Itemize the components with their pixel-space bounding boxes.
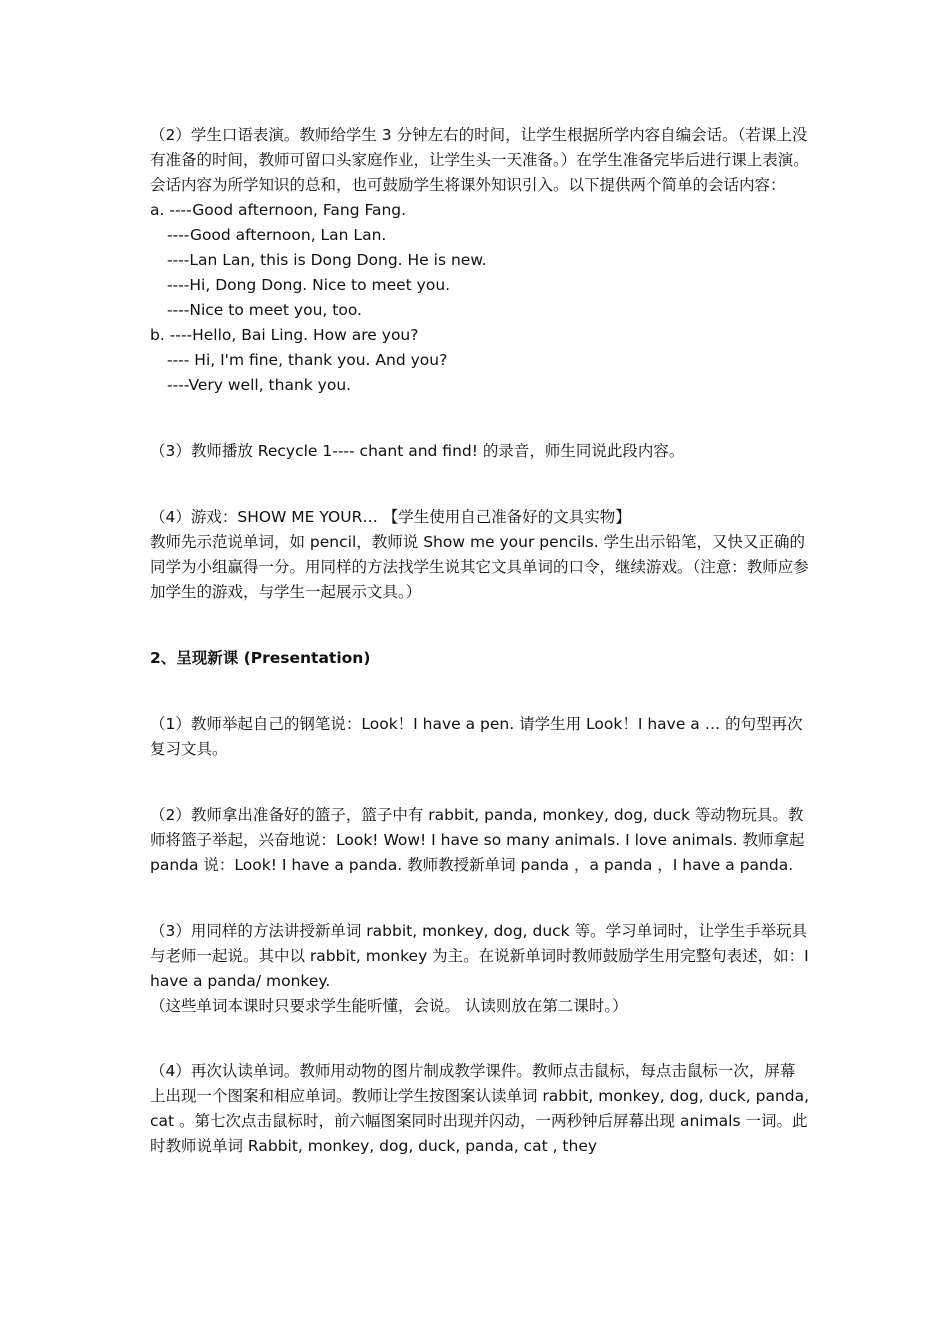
dialog-a-line-2: ----Good afternoon, Lan Lan. xyxy=(167,226,387,244)
document-body xyxy=(150,123,814,1159)
dialog-b-line-2: ---- Hi, I'm fine, thank you. And you? xyxy=(167,351,448,369)
dialog-a-line-1: a. ----Good afternoon, Fang Fang. xyxy=(150,201,407,219)
dialog-b-line-1: b. ----Hello, Bai Ling. How are you? xyxy=(150,326,419,344)
presentation-heading: 2、呈现新课 (Presentation) xyxy=(150,649,371,667)
game-paragraph: 教师先示范说单词，如 pencil，教师说 Show me your pencils. 学生出示铅笔，又快又正确的同学为小组赢得一分。用同样的方法找学生说其它文具单词的口令，继续游戏。（注意：教师应参加学生的游戏，与学生一起展示文具。） xyxy=(150,533,809,601)
recycle-paragraph: （3）教师播放 Recycle 1---- chant and find! 的录音，师生同说此段内容。 xyxy=(150,442,685,460)
dialog-b-line-3: ----Very well, thank you. xyxy=(167,376,352,394)
presentation-step-3: （3）用同样的方法讲授新单词 rabbit, monkey, dog, duck 等。学习单词时，让学生手举玩具与老师一起说。其中以 rabbit, monkey 为主。在说新单词时教师鼓励学生用完整句表述，如：I have a panda/ monkey. xyxy=(150,922,814,990)
dialog-a-line-5: ----Nice to meet you, too. xyxy=(167,301,362,319)
presentation-step-3-note: （这些单词本课时只要求学生能听懂，会说。 认读则放在第二课时。） xyxy=(150,997,628,1015)
presentation-step-2: （2）教师拿出准备好的篮子，篮子中有 rabbit, panda, monkey, dog, duck 等动物玩具。教师将篮子举起，兴奋地说：Look! Wow! I have so many animals. I love animals. 教师拿起 panda 说：Look! I have a panda. 教师教授新单词 panda ，a panda ，I have a panda. xyxy=(150,806,810,874)
presentation-step-1: （1）教师举起自己的钢笔说：Look！I have a pen. 请学生用 Look！I have a … 的句型再次复习文具。 xyxy=(150,715,803,758)
game-title: （4）游戏：SHOW ME YOUR… 【学生使用自己准备好的文具实物】 xyxy=(150,508,631,526)
dialog-a-line-4: ----Hi, Dong Dong. Nice to meet you. xyxy=(167,276,451,294)
presentation-step-4: （4）再次认读单词。教师用动物的图片制成教学课件。教师点击鼠标，每点击鼠标一次，屏幕上出现一个图案和相应单词。教师让学生按图案认读单词 rabbit, monkey, dog, duck, panda, cat 。第七次点击鼠标时，前六幅图案同时出现并闪动，一两秒钟后屏幕出现 animals 一词。此时教师说单词 Rabbit, monkey, dog, duck, panda, cat , they xyxy=(150,1062,814,1155)
dialog-a-line-3: ----Lan Lan, this is Dong Dong. He is new. xyxy=(167,251,487,269)
oral-performance-paragraph: （2）学生口语表演。教师给学生 3 分钟左右的时间，让学生根据所学内容自编会话。（若课上没有准备的时间，教师可留口头家庭作业，让学生头一天准备。）在学生准备完毕后进行课上表演。会话内容为所学知识的总和，也可鼓励学生将课外知识引入。以下提供两个简单的会话内容： xyxy=(150,126,809,194)
